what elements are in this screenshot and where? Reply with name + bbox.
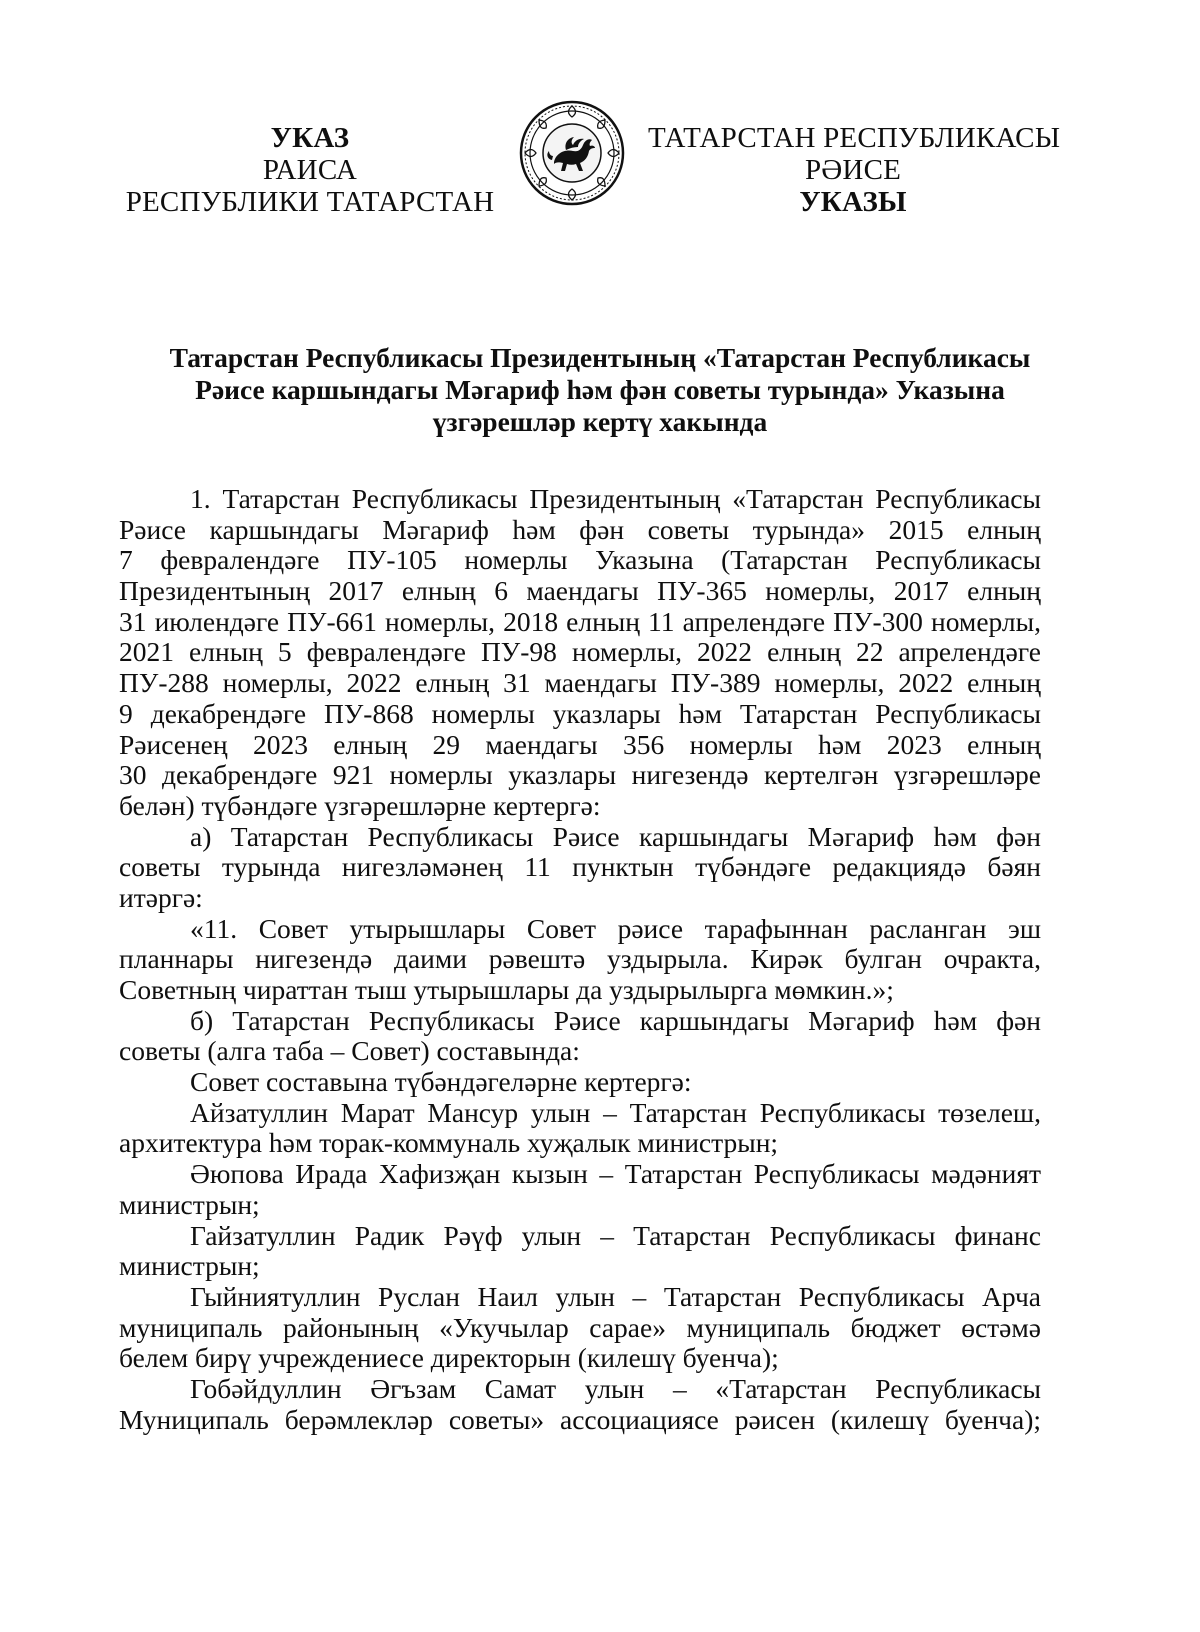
body-line: советы (алга таба – Совет) составында: [119, 1036, 580, 1067]
body-line: советы турында нигезләмәнең 11 пунктын түбәндәге редакциядә бәян [119, 852, 1041, 883]
header-left [80, 122, 540, 218]
body-line: Әюпова Ирада Хафизҗан кызын – Татарстан Республикасы мәдәният [190, 1159, 1041, 1190]
republic-label-tt: ТАТАРСТАН РЕСПУБЛИКАСЫ [648, 122, 1061, 154]
body-line: 7 февралендәге ПУ-105 номерлы Указына (Татарстан Республикасы [119, 545, 1041, 576]
body-line: Рәисенең 2023 елның 29 маендагы 356 номерлы һәм 2023 елның [119, 729, 1041, 760]
body-line: 1. Татарстан Республикасы Президентының «Татарстан Республикасы [190, 484, 1041, 514]
body-line: Муниципаль берәмлекләр советы» ассоциациясе рәисен (килешү буенча); [119, 1404, 1041, 1435]
body-line: архитектура һәм торак-коммуналь хуҗалык министрын; [119, 1128, 779, 1159]
title-line: үзгәрешләр кертү хакында [432, 406, 768, 437]
body-line: Гобәйдуллин Әгъзам Самат улын – «Татарстан Республикасы [190, 1373, 1041, 1404]
body-line: белән) түбәндәге үзгәрешләрне кертергә: [119, 790, 601, 821]
body-line: 9 декабрендәге ПУ-868 номерлы указлары һәм Татарстан Республикасы [119, 698, 1041, 729]
body-line: министрын; [119, 1251, 260, 1282]
body-line: министрын; [119, 1189, 260, 1220]
head-label-tt: РӘИСЕ [804, 154, 902, 186]
tatarstan-coat-of-arms-icon [519, 100, 625, 206]
body-line: Айзатуллин Марат Мансур улын – Татарстан Республикасы төзелеш, [190, 1097, 1041, 1128]
title-line: Татарстан Республикасы Президентының «Татарстан Республикасы [169, 342, 1031, 373]
header-right [648, 122, 1061, 218]
republic-label-ru: РЕСПУБЛИКИ ТАТАРСТАН [125, 186, 495, 218]
body-line: б) Татарстан Республикасы Рәисе каршындагы Мәгариф һәм фән [190, 1005, 1041, 1036]
document-title [100, 342, 1100, 438]
body-line: муниципаль районының «Укучылар сарае» муниципаль бюджет өстәмә [119, 1312, 1041, 1343]
body-line: белем бирү учреждениесе директорын (килешү буенча); [119, 1343, 779, 1374]
body-line: Советның чираттан тыш утырышлары да уздырылырга мөмкин.»; [119, 975, 894, 1005]
body-line: Гайзатуллин Радик Рәүф улын – Татарстан Республикасы финанс [190, 1220, 1041, 1251]
decree-label-tt: УКАЗЫ [799, 186, 907, 218]
body-line: Гыйниятуллин Руслан Наил улын – Татарстан Республикасы Арча [190, 1281, 1041, 1312]
body-line: Рәисе каршындагы Мәгариф һәм фән советы турында» 2015 елның [119, 514, 1041, 545]
body-line: Президентының 2017 елның 6 маендагы ПУ-365 номерлы, 2017 елның [119, 576, 1041, 607]
body-line: планнары нигезендә даими рәвештә уздырыла. Кирәк булган очракта, [119, 944, 1041, 975]
head-label-ru: РАИСА [262, 154, 358, 186]
body-line: 2021 елның 5 февралендәге ПУ-98 номерлы, 2022 елның 22 апрелендәге [119, 637, 1041, 668]
decree-label-ru: УКАЗ [270, 122, 350, 154]
body-line: Совет составына түбәндәгеләрне кертергә: [190, 1067, 692, 1098]
body-line: 30 декабрендәге 921 номерлы указлары нигезендә кертелгән үзгәрешләре [119, 760, 1041, 791]
body-line: «11. Совет утырышлары Совет рәисе тарафыннан расланган эш [190, 913, 1041, 944]
body-line: итәргә: [119, 882, 203, 913]
body-line: 31 июлендәге ПУ-661 номерлы, 2018 елның 11 апрелендәге ПУ-300 номерлы, [119, 606, 1041, 637]
title-line: Рәисе каршындагы Мәгариф һәм фән советы турында» Указына [195, 374, 1005, 405]
document-body [119, 484, 1041, 1435]
body-line: а) Татарстан Республикасы Рәисе каршындагы Мәгариф һәм фән [190, 821, 1041, 852]
body-line: ПУ-288 номерлы, 2022 елның 31 маендагы ПУ-389 номерлы, 2022 елның [119, 668, 1041, 699]
